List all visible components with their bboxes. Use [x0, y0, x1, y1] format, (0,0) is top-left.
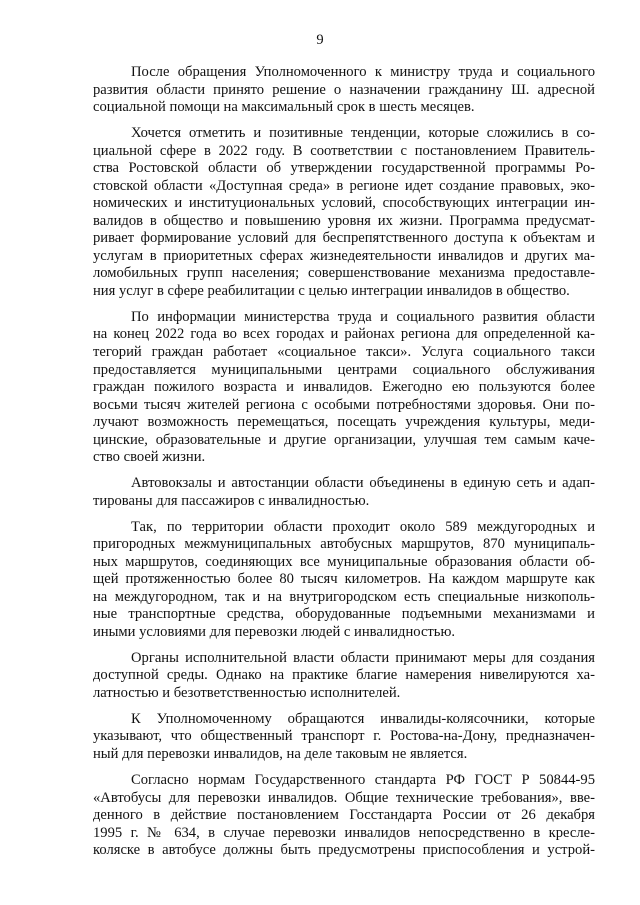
- text-line: указывают, что общественный транспорт г. Ростова-на-Дону, предназначен-: [93, 728, 595, 745]
- text-line: 1995 г. № 634, в случае перевозки инвалидов непосредственно в кресле-: [93, 824, 595, 841]
- text-line: ных маршрутов, соединяющих все муниципальные образования области об-: [93, 553, 595, 570]
- text-line: лучают возможность перемещаться, посещать учреждения культуры, меди-: [93, 414, 595, 431]
- text-line: циальной сфере в 2022 году. В соответствии с постановлением Правитель-: [93, 142, 595, 159]
- paragraph: [93, 125, 595, 300]
- text-line: ломобильных групп населения; совершенствование механизма предоставле-: [93, 265, 595, 282]
- text-line: щей протяженностью более 80 тысяч километров. На каждом маршруте как: [93, 571, 595, 588]
- text-line: латностью и безответственностью исполнителей.: [93, 685, 401, 701]
- paragraph: [93, 711, 595, 764]
- text-line: граждан пожилого возраста и инвалидов. Ежегодно ею пользуются более: [93, 379, 595, 396]
- paragraph-gap: [93, 642, 595, 650]
- text-line: предоставляется муниципальными центрами социального обслуживания: [93, 361, 595, 378]
- paragraph: [93, 650, 595, 703]
- text-line: услугам в приоритетных сферах жизнедеятельности инвалидов и других ма-: [93, 247, 595, 264]
- text-line: стовской области «Доступная среда» в регионе идет создание правовых, эко-: [93, 177, 595, 194]
- text-line: Органы исполнительной власти области принимают меры для создания: [131, 649, 595, 666]
- paragraph-gap: [93, 703, 595, 711]
- paragraph-gap: [93, 467, 595, 475]
- text-line: на конец 2022 года во всех городах и районах региона для определенной ка-: [93, 326, 595, 343]
- text-line: ства Ростовской области об утверждении государственной программы Ро-: [93, 160, 595, 177]
- text-line: номических и институциональных условий, способствующих интеграции ин-: [93, 195, 595, 212]
- text-line: По информации министерства труда и социального развития области: [131, 308, 595, 325]
- text-line: Хочется отметить и позитивные тенденции, которые сложились в со-: [131, 125, 595, 142]
- paragraph: [93, 519, 595, 642]
- text-line: цинские, образовательные и другие организации, улучшая тем самым каче-: [93, 431, 595, 448]
- text-line: пригородных межмуниципальных автобусных маршрутов, 870 муниципаль-: [93, 536, 595, 553]
- text-line: К Уполномоченному обращаются инвалиды-колясочники, которые: [131, 710, 595, 727]
- text-line: развития области принято решение о назначении гражданину Ш. адресной: [93, 81, 595, 98]
- text-line: тированы для пассажиров с инвалидностью.: [93, 492, 370, 509]
- text-line: валидов в общество и повышению уровня их жизни. Программа предусмат-: [93, 212, 595, 229]
- document-body: [93, 64, 595, 860]
- text-line: на междугородном, так и на внутригородском есть специальные низкополь-: [93, 588, 595, 605]
- text-line: доступной среды. Однако на практике благие намерения нивелируются ха-: [93, 667, 595, 684]
- text-line: Согласно нормам Государственного стандарта РФ ГОСТ Р 50844-95: [131, 771, 595, 788]
- text-line: восьми тысяч жителей региона с особыми потребностями здоровья. Они по-: [93, 396, 595, 413]
- text-line: Автовокзалы и автостанции области объединены в единую сеть и адап-: [131, 475, 595, 492]
- text-line: денного в действие постановлением Госстандарта России от 26 декабря: [93, 807, 595, 824]
- text-line: ривает формирование условий для беспрепятственного доступа к объектам и: [93, 230, 595, 247]
- paragraph: [93, 772, 595, 860]
- text-line: Так, по территории области проходит около 589 междугородных и: [131, 518, 595, 535]
- paragraph: [93, 475, 595, 510]
- paragraph-gap: [93, 117, 595, 125]
- paragraph-gap: [93, 764, 595, 772]
- text-line: ния услуг в сфере реабилитации с целью интеграции инвалидов в общество.: [93, 282, 570, 299]
- text-line: ство своей жизни.: [93, 449, 206, 466]
- text-line: иными условиями для перевозки людей с инвалидностью.: [93, 623, 456, 640]
- page-number: 9: [316, 32, 324, 48]
- text-line: После обращения Уполномоченного к министру труда и социального: [131, 64, 595, 80]
- text-line: ные транспортные средства, оборудованные подъемными механизмами и: [93, 606, 595, 623]
- text-line: коляске в автобусе должны быть предусмотрены приспособления и устрой-: [93, 842, 595, 859]
- paragraph-gap: [93, 510, 595, 518]
- text-line: тегорий граждан работает «социальное такси». Услуга социального такси: [93, 343, 595, 360]
- text-line: социальной помощи на максимальный срок в шесть месяцев.: [93, 99, 475, 116]
- text-line: «Автобусы для перевозки инвалидов. Общие технические требования», вве-: [93, 789, 595, 806]
- paragraph: [93, 64, 595, 117]
- paragraph-gap: [93, 301, 595, 309]
- text-line: ный для перевозки инвалидов, на деле таковым не является.: [93, 746, 468, 763]
- paragraph: [93, 309, 595, 467]
